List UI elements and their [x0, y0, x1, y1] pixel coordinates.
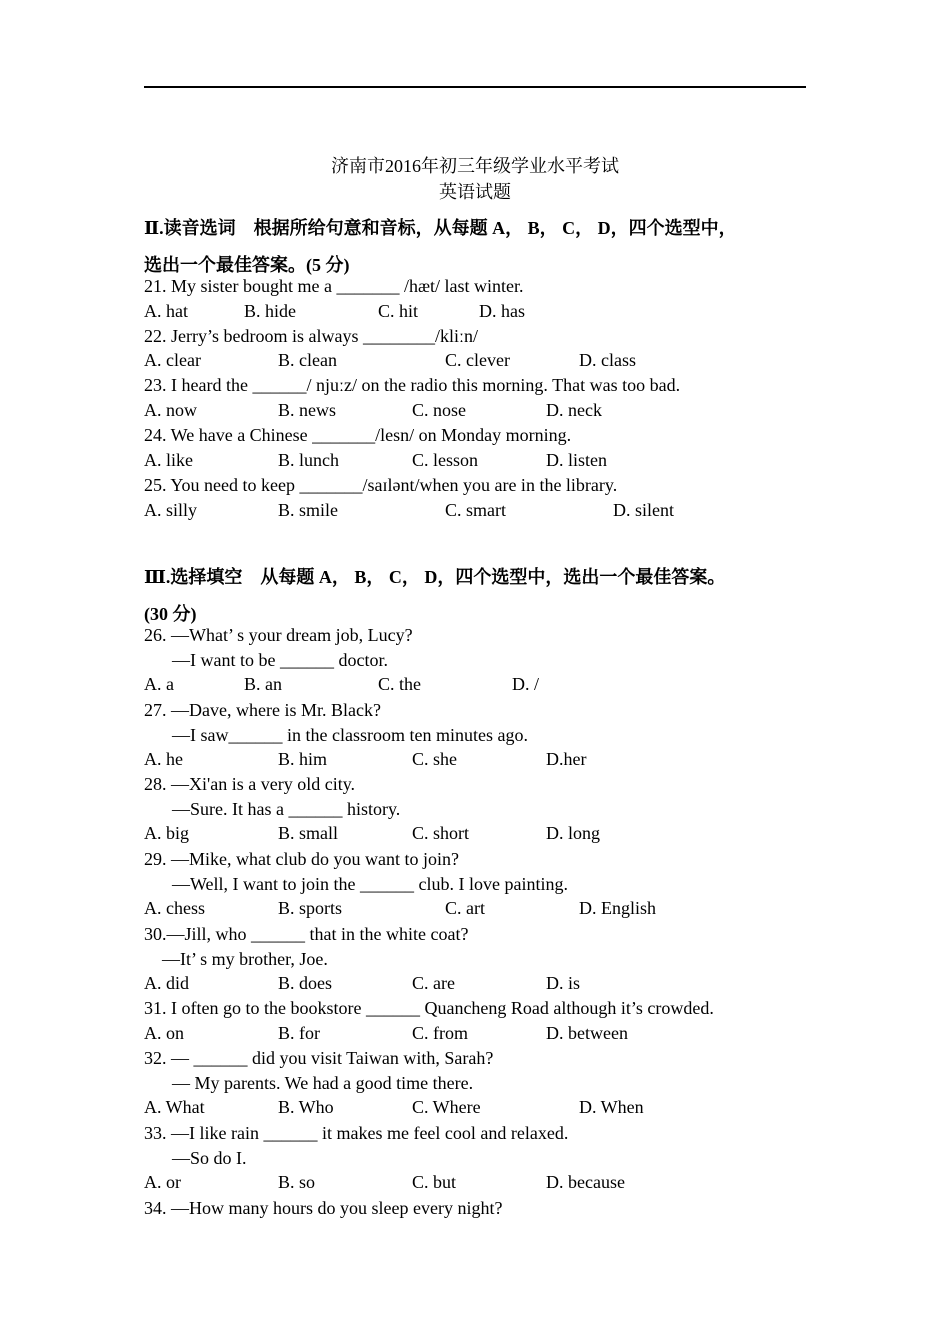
option-a: A. a: [144, 674, 174, 694]
option-b: B. Who: [278, 1097, 334, 1117]
option-c: C. from: [412, 1023, 468, 1043]
option-d: D. class: [579, 350, 636, 370]
option-a: A. or: [144, 1172, 181, 1192]
option-d: D. between: [546, 1023, 628, 1043]
option-d: D. is: [546, 973, 581, 993]
option-c: C. Where: [412, 1097, 481, 1117]
option-b: B. does: [278, 973, 332, 993]
question-text: 25. You need to keep _______/saɪlənt/when you are in the library.: [144, 475, 618, 495]
option-a: A. chess: [144, 898, 205, 918]
option-c: C. but: [412, 1172, 457, 1192]
option-b: B. sports: [278, 898, 343, 918]
option-d: D. /: [512, 674, 539, 694]
option-c: C. she: [412, 749, 457, 769]
option-c: C. clever: [445, 350, 510, 370]
option-c: C. short: [412, 823, 470, 843]
option-a: A. on: [144, 1023, 184, 1043]
question-text: 33. —I like rain ______ it makes me feel cool and relaxed.: [144, 1123, 569, 1143]
section-heading: Ⅲ.选择填空 从每题 A， B， C， D，四个选型中，选出一个最佳答案。: [144, 567, 726, 587]
option-d: D.her: [546, 749, 587, 769]
option-c: C. smart: [445, 500, 506, 520]
option-c: C. the: [378, 674, 421, 694]
question-text: 27. —Dave, where is Mr. Black?: [144, 700, 381, 720]
option-d: D. has: [479, 301, 525, 321]
option-b: B. clean: [278, 350, 337, 370]
option-a: A. What: [144, 1097, 205, 1117]
option-a: A. he: [144, 749, 183, 769]
header-rule: [144, 86, 806, 88]
option-a: A. now: [144, 400, 197, 420]
option-a: A. clear: [144, 350, 201, 370]
option-c: C. nose: [412, 400, 466, 420]
question-text: 32. — ______ did you visit Taiwan with, Sarah?: [144, 1048, 494, 1068]
option-b: B. for: [278, 1023, 320, 1043]
option-c: C. lesson: [412, 450, 479, 470]
option-d: D. English: [579, 898, 657, 918]
question-text: 26. —What’ s your dream job, Lucy?: [144, 625, 413, 645]
option-a: A. like: [144, 450, 193, 470]
option-b: B. news: [278, 400, 336, 420]
option-d: D. silent: [613, 500, 674, 520]
answer-line: —So do I.: [172, 1148, 247, 1168]
question-text: 31. I often go to the bookstore ______ Quancheng Road although it’s crowded.: [144, 998, 714, 1018]
option-b: B. smile: [278, 500, 339, 520]
answer-line: —Sure. It has a ______ history.: [172, 799, 401, 819]
answer-line: —Well, I want to join the ______ club. I love painting.: [172, 874, 568, 894]
option-b: B. so: [278, 1172, 316, 1192]
option-b: B. lunch: [278, 450, 339, 470]
option-b: B. an: [244, 674, 282, 694]
exam-title: 济南市2016年初三年级学业水平考试: [331, 156, 619, 176]
question-text: 28. —Xi'an is a very old city.: [144, 774, 356, 794]
answer-line: —I saw______ in the classroom ten minutes ago.: [172, 725, 528, 745]
answer-line: — My parents. We had a good time there.: [172, 1073, 474, 1093]
option-b: B. small: [278, 823, 339, 843]
option-a: A. big: [144, 823, 189, 843]
answer-line: —I want to be ______ doctor.: [172, 650, 388, 670]
question-text: 30.—Jill, who ______ that in the white coat?: [144, 924, 469, 944]
question-text: 29. —Mike, what club do you want to join?: [144, 849, 459, 869]
option-c: C. are: [412, 973, 455, 993]
option-d: D. neck: [546, 400, 602, 420]
option-d: D. long: [546, 823, 600, 843]
option-d: D. because: [546, 1172, 625, 1192]
option-c: C. hit: [378, 301, 419, 321]
answer-line: —It’ s my brother, Joe.: [162, 949, 328, 969]
section-heading-cont: (30 分): [144, 604, 197, 624]
option-b: B. him: [278, 749, 328, 769]
question-text: 23. I heard the ______/ njuːz/ on the radio this morning. That was too bad.: [144, 375, 681, 395]
option-b: B. hide: [244, 301, 296, 321]
option-a: A. hat: [144, 301, 188, 321]
question-text: 21. My sister bought me a _______ /hæt/ last winter.: [144, 276, 524, 296]
question-text: 22. Jerry’s bedroom is always ________/kliːn/: [144, 326, 478, 346]
option-a: A. silly: [144, 500, 198, 520]
question-text: 24. We have a Chinese _______/lesn/ on Monday morning.: [144, 425, 572, 445]
option-d: D. When: [579, 1097, 644, 1117]
option-c: C. art: [445, 898, 485, 918]
option-a: A. did: [144, 973, 189, 993]
section-heading-cont: 选出一个最佳答案。(5 分): [144, 255, 350, 275]
option-d: D. listen: [546, 450, 607, 470]
question-text: 34. —How many hours do you sleep every night?: [144, 1198, 503, 1218]
section-heading: Ⅱ.读音选词 根据所给句意和音标，从每题 A， B， C， D，四个选型中，: [144, 218, 737, 238]
exam-subtitle: 英语试题: [439, 182, 511, 202]
